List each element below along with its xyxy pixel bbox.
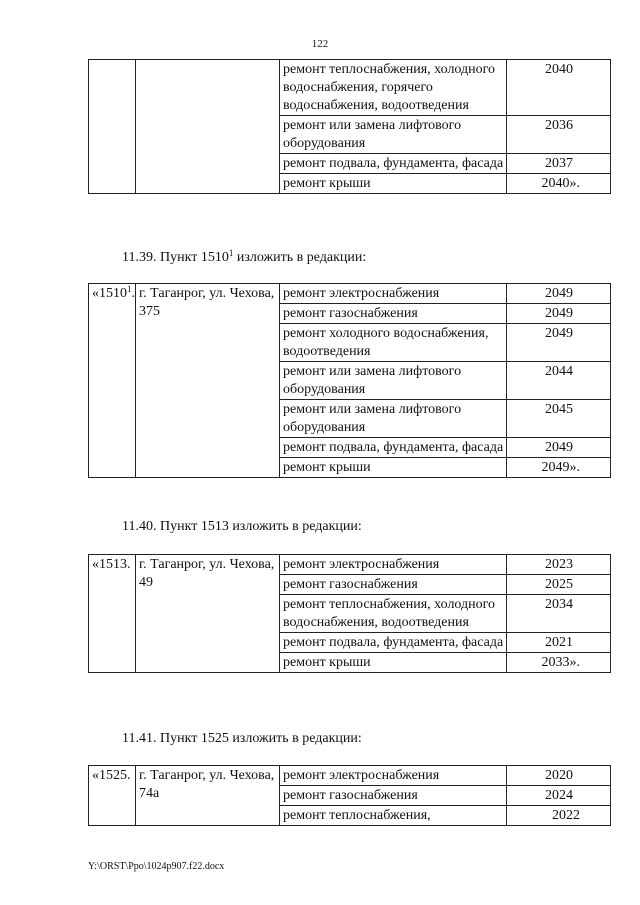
item-number-cell	[89, 60, 136, 194]
address-cell: г. Таганрог, ул. Чехова, 74а	[136, 766, 280, 826]
work-type-cell: ремонт или замена лифтового оборудования	[280, 400, 507, 438]
item-number-suffix: .	[131, 286, 135, 301]
work-type-cell: ремонт электроснабжения	[280, 766, 507, 786]
year-cell: 2024	[507, 786, 611, 806]
works-table-1525	[88, 765, 611, 826]
paragraph-11-40: 11.40. Пункт 1513 изложить в редакции:	[122, 519, 362, 534]
year-cell: 2049	[507, 284, 611, 304]
year-cell: 2020	[507, 766, 611, 786]
work-type-cell: ремонт газоснабжения	[280, 575, 507, 595]
year-cell: 2049	[507, 438, 611, 458]
paragraph-11-39: 11.39. Пункт 1510$^1$ изложить в редакции:	[122, 248, 367, 265]
work-type-cell: ремонт подвала, фундамента, фасада	[280, 438, 507, 458]
page-number: 122	[311, 38, 329, 50]
work-type-cell: ремонт газоснабжения	[280, 786, 507, 806]
table-row	[89, 555, 611, 575]
year-cell: 2034	[507, 595, 611, 633]
year-cell: 2036	[507, 116, 611, 154]
year-cell: 2040».	[507, 174, 611, 194]
work-type-cell: ремонт крыши	[280, 174, 507, 194]
item-number-superscript: 1	[127, 284, 132, 294]
year-cell: 2044	[507, 362, 611, 400]
table-row	[89, 766, 611, 786]
year-cell: 2021	[507, 633, 611, 653]
work-type-cell: ремонт теплоснабжения,	[280, 806, 507, 826]
work-type-cell: ремонт холодного водоснабжения, водоотведения	[280, 324, 507, 362]
year-cell: 2025	[507, 575, 611, 595]
year-cell: 2023	[507, 555, 611, 575]
address-cell	[136, 60, 280, 194]
item-number-cell	[89, 284, 136, 478]
item-number: «1525.	[92, 768, 131, 783]
work-type-cell: ремонт теплоснабжения, холодного водоснабжения, горячего водоснабжения, водоотведения	[280, 60, 507, 116]
works-table-continued	[88, 59, 611, 194]
file-path-footer: Y:\ORST\Ppo\1024p907.f22.docx	[88, 861, 225, 872]
work-type-cell: ремонт подвала, фундамента, фасада	[280, 633, 507, 653]
item-number: «1510	[92, 286, 127, 301]
year-cell: 2049	[507, 324, 611, 362]
table-row	[89, 60, 611, 116]
table-row	[89, 284, 611, 304]
year-cell: 2049	[507, 304, 611, 324]
item-number: «1513.	[92, 557, 131, 572]
year-cell: 2045	[507, 400, 611, 438]
works-table-1513	[88, 554, 611, 673]
year-cell: 2049».	[507, 458, 611, 478]
work-type-cell: ремонт газоснабжения	[280, 304, 507, 324]
work-type-cell: ремонт теплоснабжения, холодного водоснабжения, водоотведения	[280, 595, 507, 633]
paragraph-11-41: 11.41. Пункт 1525 изложить в редакции:	[122, 731, 362, 746]
works-table-1510-1	[88, 283, 611, 478]
work-type-cell: ремонт крыши	[280, 458, 507, 478]
year-cell: 2037	[507, 154, 611, 174]
year-cell: 2022	[507, 806, 611, 826]
work-type-cell: ремонт или замена лифтового оборудования	[280, 116, 507, 154]
item-number-cell	[89, 555, 136, 673]
work-type-cell: ремонт подвала, фундамента, фасада	[280, 154, 507, 174]
item-number-cell	[89, 766, 136, 826]
work-type-cell: ремонт крыши	[280, 653, 507, 673]
year-cell: 2040	[507, 60, 611, 116]
work-type-cell: ремонт электроснабжения	[280, 284, 507, 304]
year-cell: 2033».	[507, 653, 611, 673]
work-type-cell: ремонт или замена лифтового оборудования	[280, 362, 507, 400]
address-cell: г. Таганрог, ул. Чехова, 375	[136, 284, 280, 478]
address-cell: г. Таганрог, ул. Чехова, 49	[136, 555, 280, 673]
work-type-cell: ремонт электроснабжения	[280, 555, 507, 575]
